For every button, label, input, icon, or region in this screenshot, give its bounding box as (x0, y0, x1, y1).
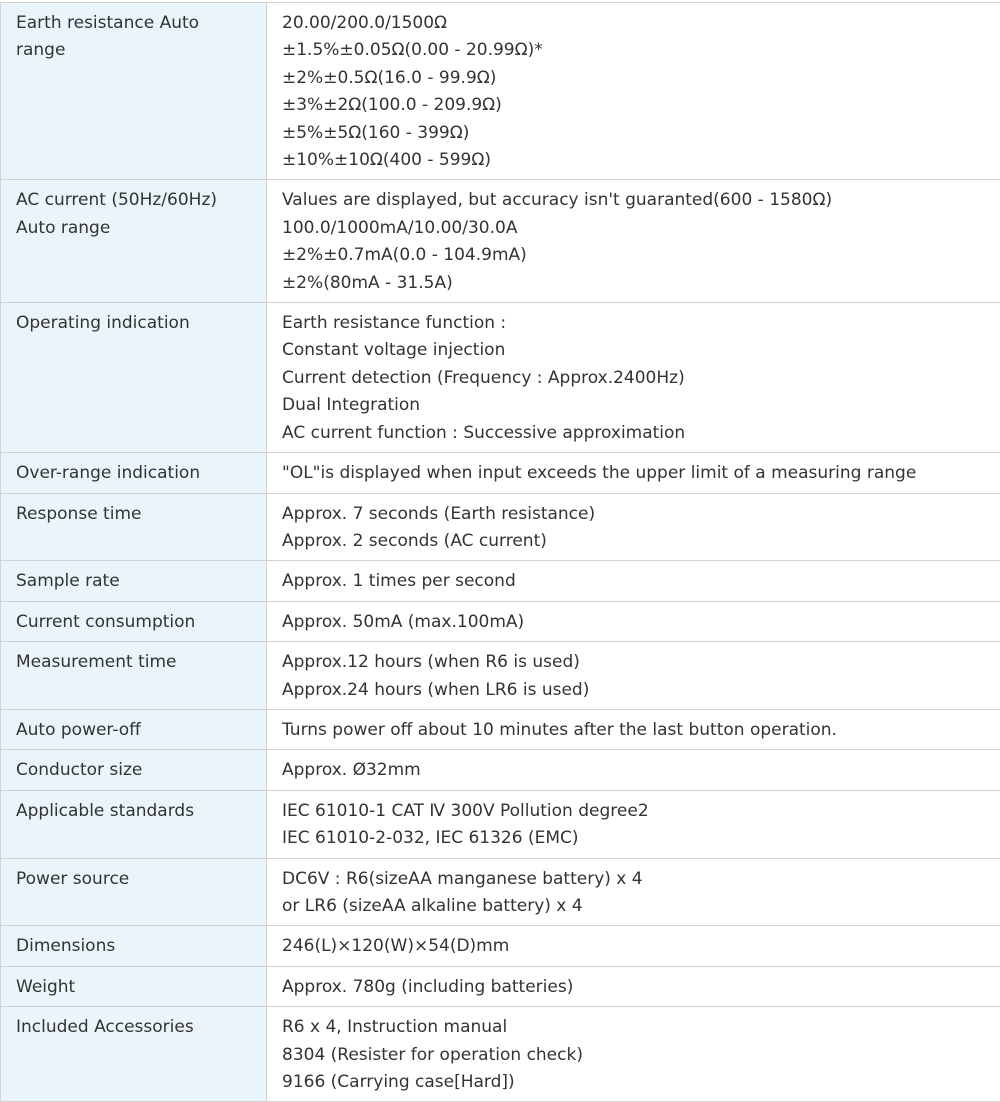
spec-row (1, 790, 1000, 858)
spec-value-text: ±2%(80mA - 31.5A) (282, 270, 990, 297)
spec-value-cell (267, 709, 1000, 749)
spec-label-text: Operating indication (16, 310, 256, 337)
spec-label-cell (1, 561, 267, 601)
spec-label-text: Measurement time (16, 649, 256, 676)
spec-value-text: ±10%±10Ω(400 - 599Ω) (282, 147, 990, 174)
spec-row (1, 180, 1000, 303)
spec-row (1, 642, 1000, 710)
spec-row (1, 303, 1000, 453)
spec-label-cell (1, 601, 267, 641)
spec-label-text: Over-range indication (16, 460, 256, 487)
spec-label-text: Power source (16, 866, 256, 893)
spec-label-cell (1, 926, 267, 966)
spec-value-cell (267, 750, 1000, 790)
spec-row (1, 709, 1000, 749)
spec-label-cell (1, 790, 267, 858)
spec-row (1, 3, 1000, 180)
spec-label-text: Auto range (16, 215, 256, 242)
spec-label-text: Included Accessories (16, 1014, 256, 1041)
spec-value-text: Turns power off about 10 minutes after the last button operation. (282, 717, 990, 744)
spec-value-text: Values are displayed, but accuracy isn't guaranted(600 - 1580Ω) (282, 187, 990, 214)
spec-value-text: Approx.12 hours (when R6 is used) (282, 649, 990, 676)
spec-value-text: 246(L)×120(W)×54(D)mm (282, 933, 990, 960)
spec-label-text: Weight (16, 974, 256, 1001)
spec-label-text: Response time (16, 501, 256, 528)
spec-value-cell (267, 966, 1000, 1006)
spec-value-text: 8304 (Resister for operation check) (282, 1042, 990, 1069)
spec-label-text: range (16, 37, 256, 64)
spec-value-cell (267, 1007, 1000, 1102)
spec-row (1, 858, 1000, 926)
spec-value-text: 9166 (Carrying case[Hard]) (282, 1069, 990, 1096)
spec-value-cell (267, 790, 1000, 858)
spec-row (1, 1007, 1000, 1102)
spec-row (1, 561, 1000, 601)
spec-label-cell (1, 180, 267, 303)
spec-label-cell (1, 1007, 267, 1102)
spec-value-text: ±2%±0.7mA(0.0 - 104.9mA) (282, 242, 990, 269)
spec-value-text: or LR6 (sizeAA alkaline battery) x 4 (282, 893, 990, 920)
spec-value-text: "OL"is displayed when input exceeds the upper limit of a measuring range (282, 460, 990, 487)
spec-value-text: Approx. 1 times per second (282, 568, 990, 595)
spec-value-text: Approx. 780g (including batteries) (282, 974, 990, 1001)
spec-value-text: ±5%±5Ω(160 - 399Ω) (282, 120, 990, 147)
spec-label-cell (1, 453, 267, 493)
spec-value-text: R6 x 4, Instruction manual (282, 1014, 990, 1041)
spec-label-cell (1, 858, 267, 926)
spec-value-text: ±1.5%±0.05Ω(0.00 - 20.99Ω)* (282, 37, 990, 64)
spec-value-text: DC6V : R6(sizeAA manganese battery) x 4 (282, 866, 990, 893)
spec-value-text: Current detection (Frequency : Approx.2400Hz) (282, 365, 990, 392)
spec-row (1, 493, 1000, 561)
spec-value-text: Dual Integration (282, 392, 990, 419)
spec-value-text: IEC 61010-2-032, IEC 61326 (EMC) (282, 825, 990, 852)
spec-label-text: Applicable standards (16, 798, 256, 825)
spec-value-text: Approx. 7 seconds (Earth resistance) (282, 501, 990, 528)
spec-value-text: Approx. 2 seconds (AC current) (282, 528, 990, 555)
spec-value-text: 20.00/200.0/1500Ω (282, 10, 990, 37)
spec-label-text: AC current (50Hz/60Hz) (16, 187, 256, 214)
spec-row (1, 601, 1000, 641)
spec-label-cell (1, 750, 267, 790)
spec-value-text: 100.0/1000mA/10.00/30.0A (282, 215, 990, 242)
spec-value-text: IEC 61010-1 CAT Ⅳ 300V Pollution degree2 (282, 798, 990, 825)
spec-label-text: Dimensions (16, 933, 256, 960)
spec-value-text: Approx.24 hours (when LR6 is used) (282, 677, 990, 704)
spec-label-text: Auto power-off (16, 717, 256, 744)
spec-label-cell (1, 493, 267, 561)
spec-value-cell (267, 601, 1000, 641)
spec-value-text: Earth resistance function : (282, 310, 990, 337)
spec-table (0, 2, 1000, 1102)
spec-label-cell (1, 642, 267, 710)
spec-label-cell (1, 303, 267, 453)
spec-value-cell (267, 3, 1000, 180)
spec-value-text: Approx. 50mA (max.100mA) (282, 609, 990, 636)
spec-label-text: Current consumption (16, 609, 256, 636)
spec-value-cell (267, 858, 1000, 926)
spec-value-cell (267, 453, 1000, 493)
spec-row (1, 453, 1000, 493)
spec-value-cell (267, 180, 1000, 303)
spec-value-text: ±3%±2Ω(100.0 - 209.9Ω) (282, 92, 990, 119)
spec-value-cell (267, 493, 1000, 561)
spec-label-cell (1, 966, 267, 1006)
spec-value-cell (267, 303, 1000, 453)
spec-value-text: AC current function : Successive approximation (282, 420, 990, 447)
spec-label-text: Sample rate (16, 568, 256, 595)
spec-value-text: ±2%±0.5Ω(16.0 - 99.9Ω) (282, 65, 990, 92)
spec-row (1, 750, 1000, 790)
spec-value-text: Constant voltage injection (282, 337, 990, 364)
spec-value-cell (267, 642, 1000, 710)
spec-value-cell (267, 926, 1000, 966)
spec-row (1, 926, 1000, 966)
spec-label-cell (1, 3, 267, 180)
spec-label-text: Conductor size (16, 757, 256, 784)
spec-label-text: Earth resistance Auto (16, 10, 256, 37)
spec-row (1, 966, 1000, 1006)
spec-value-cell (267, 561, 1000, 601)
spec-label-cell (1, 709, 267, 749)
spec-table-body (1, 3, 1000, 1102)
spec-value-text: Approx. Ø32mm (282, 757, 990, 784)
